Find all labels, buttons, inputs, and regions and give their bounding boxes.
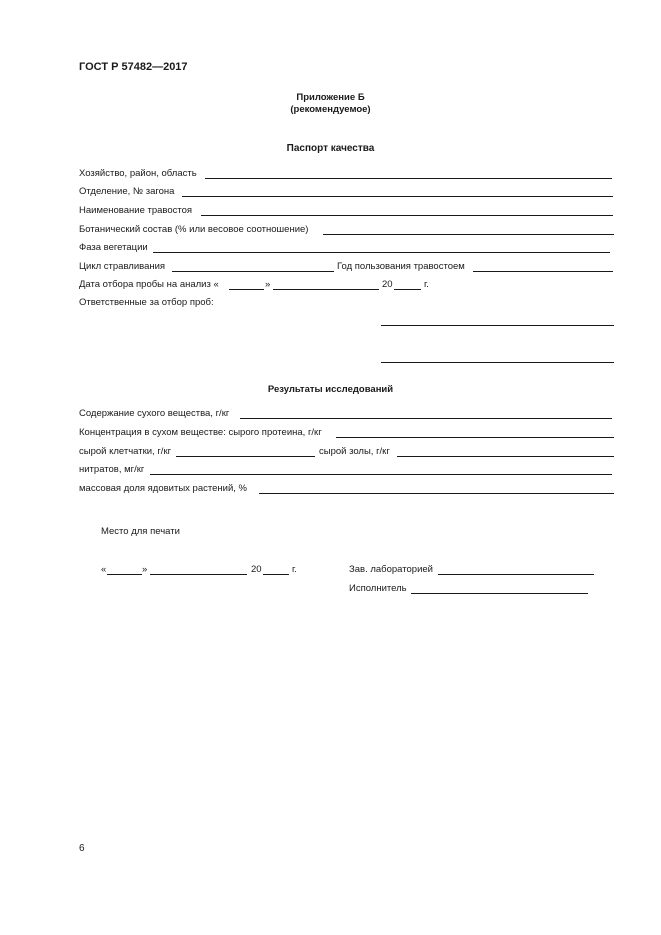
sample-quote-close: » [265, 279, 271, 290]
responsible-label: Ответственные за отбор проб: [79, 297, 214, 308]
sample-year-suffix: г. [424, 279, 429, 290]
responsible-line-2[interactable] [381, 362, 614, 363]
field-grass-line[interactable] [201, 215, 613, 216]
lab-head-label: Зав. лабораторией [349, 564, 433, 575]
responsible-line-1[interactable] [381, 325, 614, 326]
sample-year-line[interactable] [394, 289, 421, 290]
field-botanical-label: Ботанический состав (% или весовое соотношение) [79, 224, 309, 235]
field-year-of-use-line[interactable] [473, 271, 613, 272]
sample-year-prefix: 20 [382, 279, 393, 290]
field-cycle-label: Цикл стравливания [79, 261, 166, 272]
result-concentration-label: Концентрация в сухом веществе: сырого протеина, г/кг [79, 427, 322, 438]
result-dry-matter-label: Содержание сухого вещества, г/кг [79, 408, 230, 419]
field-department-label: Отделение, № загона [79, 186, 175, 197]
result-toxic-label: массовая доля ядовитых растений, % [79, 483, 247, 494]
result-toxic-line[interactable] [259, 493, 614, 494]
field-phase-line[interactable] [153, 252, 610, 253]
stamp-place: Место для печати [101, 526, 180, 537]
result-nitrates-line[interactable] [150, 474, 612, 475]
performer-line[interactable] [411, 593, 588, 594]
sig-year-suffix: г. [292, 564, 297, 575]
sample-month-line[interactable] [273, 289, 379, 290]
sig-quote-close: » [142, 564, 148, 575]
result-dry-matter-line[interactable] [240, 418, 612, 419]
field-grass-label: Наименование травостоя [79, 205, 193, 216]
field-department-line[interactable] [182, 196, 613, 197]
standard-code: ГОСТ Р 57482—2017 [79, 61, 188, 73]
appendix-type: (рекомендуемое) [290, 104, 371, 115]
performer-label: Исполнитель [349, 583, 407, 594]
sig-year-line[interactable] [263, 574, 289, 575]
field-sample-date-label: Дата отбора пробы на анализ « [79, 279, 219, 290]
lab-head-line[interactable] [438, 574, 594, 575]
field-farm-line[interactable] [205, 178, 612, 179]
results-title: Результаты исследований [267, 384, 394, 395]
page-number: 6 [79, 843, 85, 854]
field-farm-label: Хозяйство, район, область [79, 168, 197, 179]
sig-month-line[interactable] [150, 574, 247, 575]
field-cycle-line[interactable] [172, 271, 334, 272]
sample-day-line[interactable] [229, 289, 264, 290]
sig-year-prefix: 20 [251, 564, 262, 575]
appendix-title: Приложение Б [296, 92, 365, 103]
result-concentration-line[interactable] [336, 437, 614, 438]
result-fiber-line[interactable] [176, 456, 315, 457]
result-ash-line[interactable] [397, 456, 614, 457]
field-year-of-use-label: Год пользования травостоем [337, 261, 465, 272]
result-fiber-label: сырой клетчатки, г/кг [79, 446, 172, 457]
passport-title: Паспорт качества [286, 143, 375, 154]
result-ash-label: сырой золы, г/кг [319, 446, 390, 457]
field-phase-label: Фаза вегетации [79, 242, 148, 253]
field-botanical-line[interactable] [323, 234, 614, 235]
sig-day-line[interactable] [107, 574, 142, 575]
result-nitrates-label: нитратов, мг/кг [79, 464, 145, 475]
sig-quote-open: « [101, 564, 107, 575]
